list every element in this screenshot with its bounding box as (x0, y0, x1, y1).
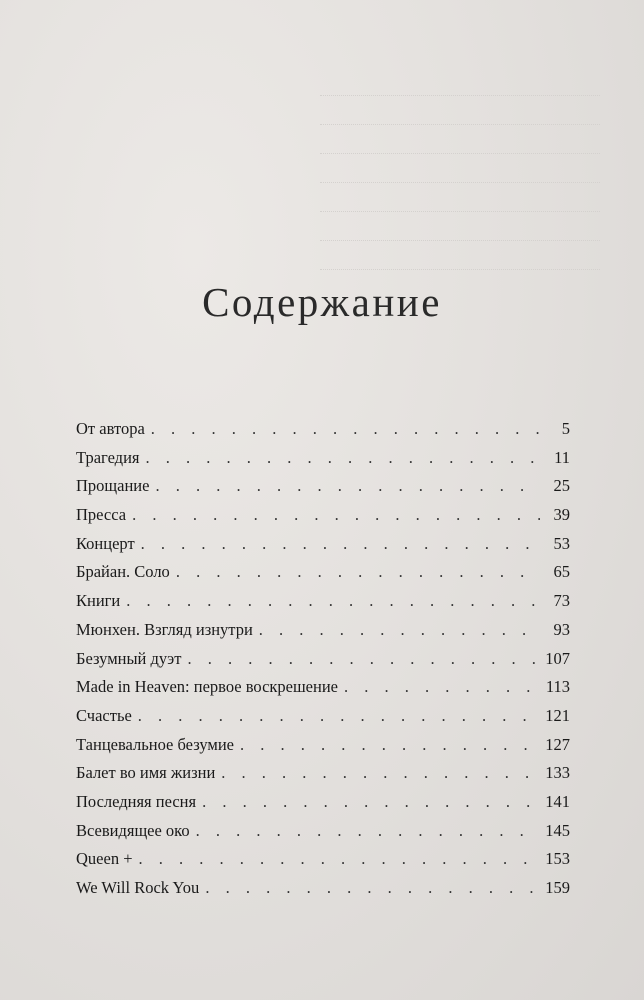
toc-entry-title: Балет во имя жизни (76, 763, 216, 783)
toc-entry-title: Made in Heaven: первое воскрешение (76, 677, 338, 697)
toc-page-number: 153 (545, 849, 570, 869)
toc-dot-leader (155, 476, 540, 496)
toc-entry-title: От автора (76, 419, 145, 438)
toc-dot-leader (187, 649, 539, 669)
toc-entry (76, 562, 570, 591)
toc-entry (76, 649, 570, 678)
page-title: Содержание (202, 279, 442, 325)
toc-entry (76, 849, 570, 878)
toc-page-number: 127 (545, 734, 570, 754)
toc-entry-title: Танцевальное безумие (76, 734, 235, 754)
toc-page-number: 145 (545, 820, 570, 840)
toc-entry-title: Концерт (76, 533, 135, 553)
toc-dot-leader (221, 763, 539, 783)
toc-page-number: 159 (545, 878, 570, 897)
toc-page-number: 121 (545, 705, 570, 725)
toc-entry (76, 505, 570, 534)
toc-dot-leader (344, 677, 540, 697)
toc-entry (76, 706, 570, 735)
toc-entry-title: Трагедия (76, 447, 140, 467)
toc-entry (76, 476, 570, 505)
toc-entry (76, 620, 570, 649)
toc-page-number: 93 (553, 619, 570, 639)
toc-entry (76, 591, 570, 620)
toc-page-number: 11 (554, 447, 570, 467)
toc-dot-leader (205, 878, 539, 898)
toc-entry (76, 792, 570, 821)
toc-entry (76, 419, 570, 448)
table-of-contents (76, 419, 570, 907)
toc-page-number: 73 (553, 591, 570, 611)
toc-entry-title: Брайан. Соло (76, 562, 170, 582)
toc-entry (76, 763, 570, 792)
toc-entry (76, 878, 570, 907)
toc-entry-title: Счастье (76, 705, 132, 725)
toc-dot-leader (196, 821, 540, 841)
toc-dot-leader (138, 706, 539, 726)
toc-dot-leader (240, 735, 539, 755)
toc-entry-title: Всевидящее око (76, 820, 190, 840)
toc-page-number: 5 (561, 419, 570, 438)
toc-entry (76, 534, 570, 563)
toc-page-number: 107 (545, 648, 570, 668)
toc-page-number: 25 (553, 476, 570, 496)
toc-dot-leader (126, 591, 540, 611)
toc-page-number: 133 (545, 763, 570, 783)
toc-page-number: 39 (553, 505, 570, 525)
toc-entry-title: Последняя песня (76, 791, 197, 811)
toc-entry (76, 677, 570, 706)
toc-page-number: 65 (553, 562, 570, 582)
toc-entry (76, 821, 570, 850)
toc-entry-title: Прощание (76, 476, 150, 496)
toc-dot-leader (146, 448, 541, 468)
toc-page-number: 53 (553, 533, 570, 553)
toc-entry (76, 735, 570, 764)
toc-entry-title: Пресса (76, 505, 127, 525)
toc-entry (76, 448, 570, 477)
show-through-text (320, 95, 600, 298)
toc-entry-title: Queen + (76, 849, 133, 869)
toc-dot-leader (139, 849, 540, 869)
toc-page-number: 113 (545, 677, 570, 697)
toc-entry-title: Мюнхен. Взгляд изнутри (76, 619, 253, 639)
toc-dot-leader (151, 419, 540, 439)
toc-dot-leader (141, 534, 540, 554)
toc-dot-leader (259, 620, 540, 640)
toc-page-number: 141 (545, 791, 570, 811)
toc-entry-title: Книги (76, 591, 121, 611)
toc-dot-leader (176, 562, 540, 582)
toc-entry-title: Безумный дуэт (76, 648, 182, 668)
toc-entry-title: We Will Rock You (76, 878, 200, 897)
toc-dot-leader (132, 505, 540, 525)
toc-dot-leader (202, 792, 539, 812)
